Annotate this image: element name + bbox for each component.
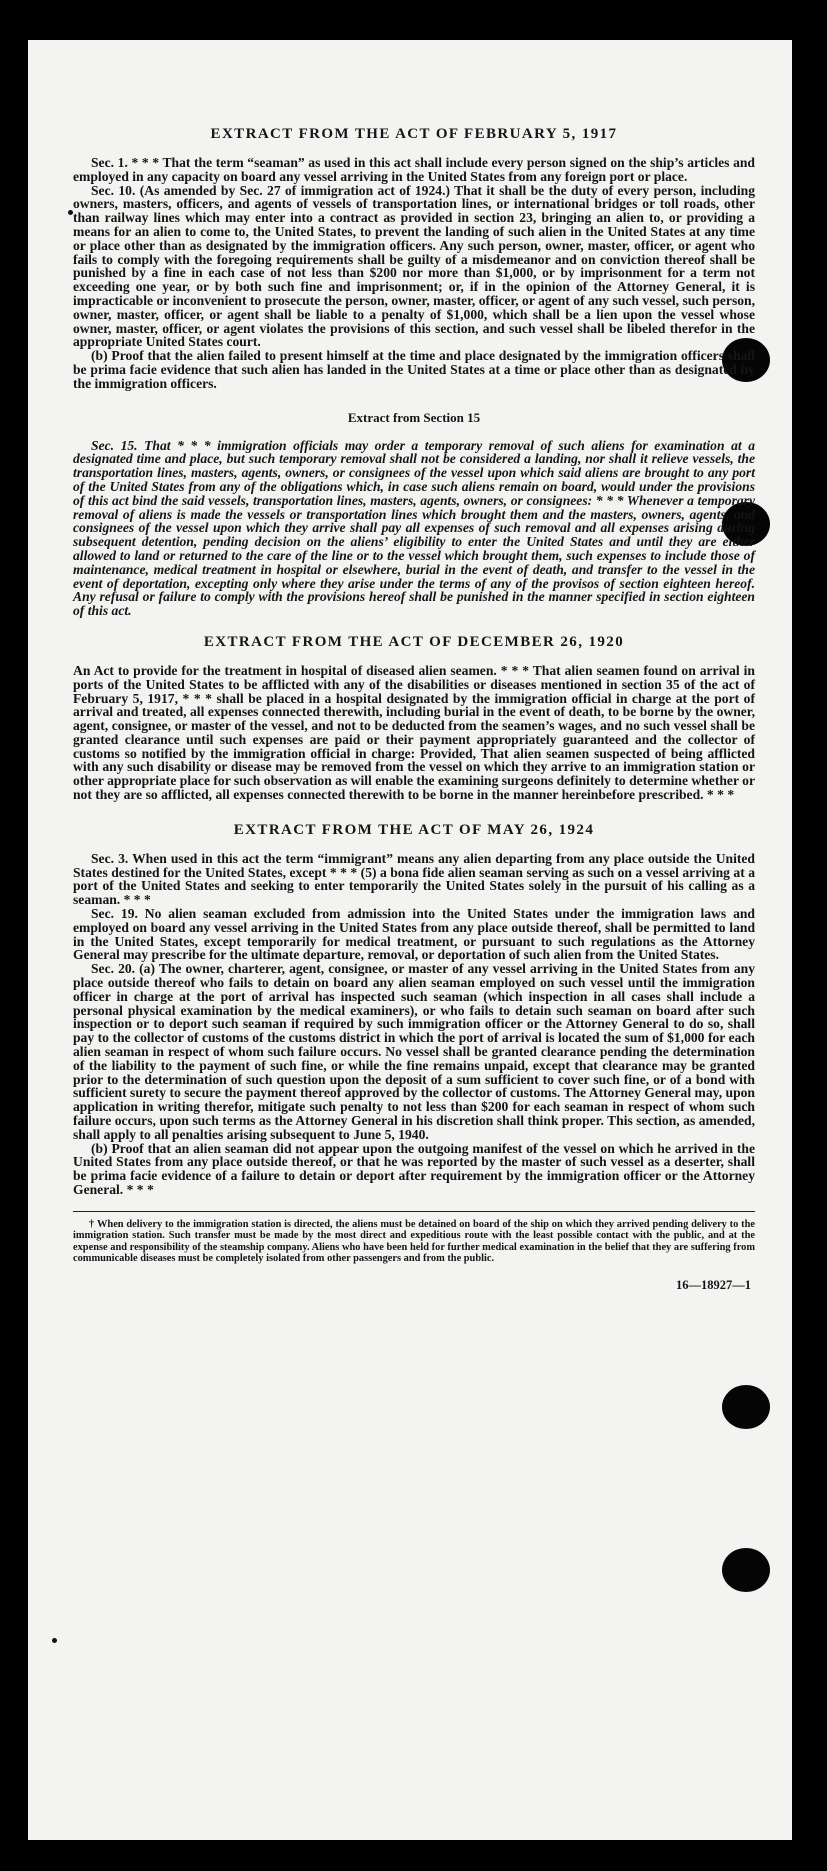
section-paragraph: (b) Proof that an alien seaman did not appear upon the outgoing manifest of the vessel on which he arrived in the United States from any place outside thereof, or that he was reported by the master of such vessel as a deserter, shall be prima facie evidence of a failure to detain or deport after requirement by the immigration officer or the Attorney General. * * * [73,1140,755,1197]
document-body [73,124,755,1293]
section-paragraph: Sec. 1. * * * That the term “seaman” as used in this act shall include every person signed on the ship’s articles and employed in any capacity on board any vessel arriving in the United States from any foreign port or place. [73,155,755,184]
document-page [28,40,792,1840]
section-heading: EXTRACT FROM THE ACT OF FEBRUARY 5, 1917 [210,126,618,142]
footnote-divider [73,1211,755,1212]
punch-hole [722,1548,770,1592]
speck [52,1638,57,1643]
section-paragraph: Sec. 15. That * * * immigration officials may order a temporary removal of such aliens for examination at a designated time and place, but such temporary removal shall not be considered a landing, nor shall it relieve vessels, the transportation lines, masters, agents, owners, or consignees of the vessel upon which said aliens are brought to any port of the United States from any of the obligations which, in case such aliens remain on board, would under the provisions of this act bind the said vessels, transportation lines, masters, agents, owners, or consignees: * * * Whenever a temporary removal of aliens is made the vessels or transportation lines which brought them and the masters, owners, agents, and consignees of the vessel upon which they arrive shall pay all expenses of such removal and all expenses arising during subsequent detention, pending decision on the aliens’ eligibility to enter the United States and until they are either allowed to land or returned to the care of the line or to the vessel which brought them, such expenses to include those of maintenance, medical treatment in hospital or elsewhere, burial in the event of death, and transfer to the vessel in the event of deportation, excepting only where they arise under the terms of any of the provisos of section eighteen hereof. Any refusal or failure to comply with the provisions hereof shall be punished in the manner specified in section eighteen of this act. [73,437,755,619]
form-number: 16—18927—1 [676,1278,751,1293]
section-paragraph: Sec. 19. No alien seaman excluded from admission into the United States under the immigration laws and employed on board any vessel arriving in the United States from any place outside thereof, shall be permitted to land in the United States, except temporarily for medical treatment, or pursuant to such regulations as the Attorney General may prescribe for the ultimate departure, removal, or deportation of such alien from the United States. [73,906,755,963]
section-subheading: Extract from Section 15 [347,409,481,425]
section-paragraph: Sec. 10. (As amended by Sec. 27 of immigration act of 1924.) That it shall be the duty of every person, including owners, masters, officers, and agents of vessels of transportation lines, or international bridges or toll roads, other than railway lines which may enter into a contract as provided in section 23, bringing an alien to, or providing a means for an alien to come to, the United States, to prevent the landing of such alien in the United States at any time or place other than as designated by the immigration officers. Any such person, owner, master, officer, or agent who fails to comply with the foregoing requirements shall be guilty of a misdemeanor and on conviction thereof shall be punished by a fine in each case of not less than $200 nor more than $1,000, or by imprisonment for a term not exceeding one year, or by both such fine and imprisonment; or, if in the opinion of the Attorney General, it is impracticable or inconvenient to prosecute the person, owner, master, officer, or agent of any such vessel, such person, owner, master, officer, or agent shall be liable to a penalty of $1,000, which shall be a lien upon the vessel whose owner, master, officer, or agent violates the provisions of this section, and such vessel shall be libeled therefor in the appropriate United States court. [73,182,755,350]
section-paragraph: Sec. 20. (a) The owner, charterer, agent, consignee, or master of any vessel arriving in the United States from any place outside thereof who fails to detain on board any alien seaman employed on such vessel until the immigration officer in charge at the port of arrival has inspected such seaman (which inspection in all cases shall include a personal physical examination by the medical examiners), or who fails to detain such seaman on board after such inspection or to deport such seaman if required by such immigration officer or the Attorney General to do so, shall pay to the collector of customs of the customs district in which the port of arrival is located the sum of $1,000 for each alien seaman in respect of whom such failure occurs. No vessel shall be granted clearance pending the determination of the liability to the payment of such fine, or while the fine remains unpaid, except that clearance may be granted prior to the determination of such question upon the deposit of a sum sufficient to cover such fine, or of a bond with sufficient surety to secure the payment thereof approved by the collector of customs. The Attorney General may, upon application in writing therefor, mitigate such penalty to not less than $200 for each seaman in respect of whom such failure occurs, upon such terms as the Attorney General in his discretion shall think proper. This section, as amended, shall apply to all penalties arising subsequent to June 5, 1940. [73,961,755,1142]
section-paragraph: Sec. 3. When used in this act the term “immigrant” means any alien departing from any place outside the United States destined for the United States, except * * * (5) a bona fide alien seaman serving as such on a vessel arriving at a port of the United States and seeking to enter temporarily the United States solely in the pursuit of his calling as a seaman. * * * [73,850,755,908]
punch-hole [722,1385,770,1429]
section-paragraph: An Act to provide for the treatment in hospital of diseased alien seamen. * * * That alien seamen found on arrival in ports of the United States to be afflicted with any of the disabilities or diseases mentioned in section 35 of the act of February 5, 1917, * * * shall be placed in a hospital designated by the immigration official in charge at the port of arrival and treated, all expenses connected therewith, including burial in the event of death, to be borne by the owner, agent, consignee, or master of the vessel, and not to be deducted from the seamen’s wages, and no such vessel shall be granted clearance until such expenses are paid or their payment appropriately guaranteed and the collector of customs so notified by the immigration official in charge: Provided, That alien seamen suspected of being afflicted with any such disability or disease may be removed from the vessel on which they arrive to an immigration station or other appropriate place for such observation as will enable the examining surgeons definitely to determine whether or not they are so afflicted, all expenses connected therewith to be borne in the manner hereinbefore prescribed. * * * [73,662,755,803]
section-paragraph: (b) Proof that the alien failed to present himself at the time and place designated by the immigration officers shall be prima facie evidence that such alien has landed in the United States at a time or place other than as designated by the immigration officers. [73,348,755,391]
section-heading: EXTRACT FROM THE ACT OF DECEMBER 26, 1920 [203,633,625,650]
footnote: † When delivery to the immigration station is directed, the aliens must be detained on board of the ship on which they arrived pending delivery to the immigration station. Such transfer must be made by the most direct and expeditious route with the least possible contact with the public, and at the expense and responsibility of the steamship company. Aliens who have been held for further medical examination in the belief that they are suffering from communicable diseases must be completely isolated from other passengers and from the public. [73,1218,755,1265]
section-heading: EXTRACT FROM THE ACT OF MAY 26, 1924 [233,821,595,838]
